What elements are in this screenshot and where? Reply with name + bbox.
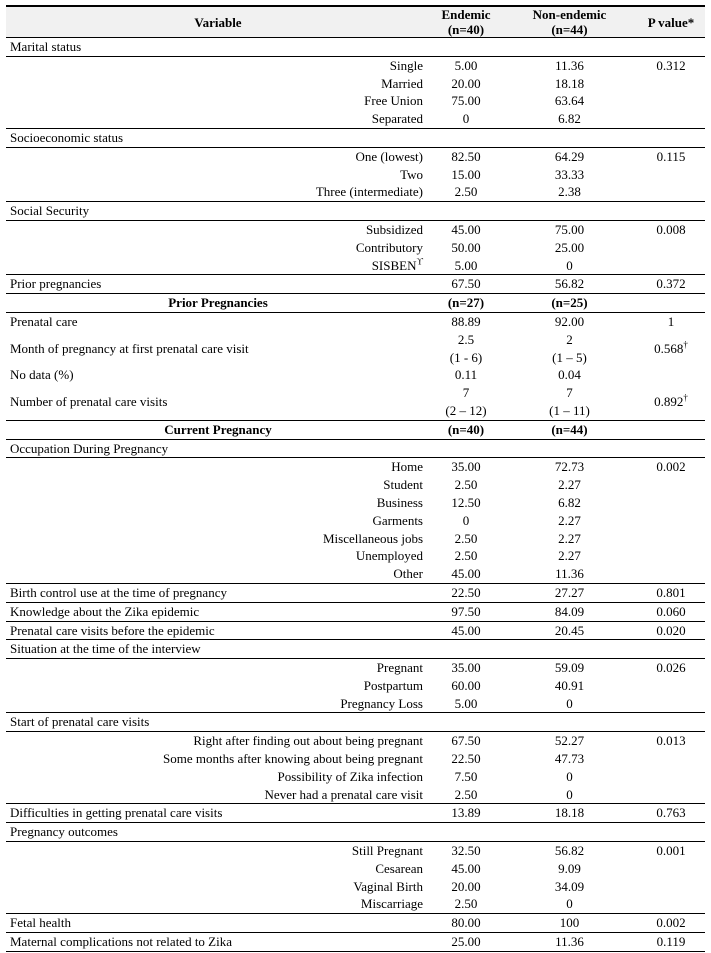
row-label: Miscellaneous jobs [322, 530, 423, 546]
pvalue-superscript: † [683, 392, 688, 403]
table-row [6, 768, 705, 786]
pvalue-value [637, 750, 705, 768]
pvalue-value [637, 860, 705, 878]
pvalue-value [637, 75, 705, 93]
section-label: Marital status [6, 38, 705, 57]
pvalue-value: 0.119 [637, 933, 705, 952]
row-label: Student [383, 477, 423, 493]
pvalue-value: 0.115 [656, 148, 686, 164]
section-row [6, 128, 705, 147]
nonendemic-value: 59.09 [554, 660, 585, 676]
nonendemic-value: 2.38 [558, 184, 581, 200]
row-label: Some months after knowing about being pregnant [163, 751, 423, 767]
table-row [6, 166, 705, 184]
value-line: 7 [566, 385, 573, 401]
table-row [6, 312, 705, 330]
table-row [6, 183, 705, 201]
row-label: Garments [372, 512, 423, 528]
nonendemic-value: 33.33 [554, 166, 585, 182]
endemic-value: 7.50 [454, 768, 478, 784]
column-header-variable: Variable [6, 6, 430, 38]
statistics-table [6, 5, 705, 952]
nonendemic-value: 0 [566, 257, 573, 273]
value-line: (1 – 11) [549, 402, 590, 418]
section-label: Socioeconomic status [6, 128, 705, 147]
pvalue-value: 0.002 [656, 459, 686, 475]
endemic-value: 20.00 [451, 878, 481, 894]
table-row [6, 621, 705, 640]
endemic-value: 45.00 [451, 566, 481, 582]
value-line: (1 - 6) [449, 349, 483, 365]
table-row [6, 659, 705, 677]
row-label: Married [381, 75, 423, 91]
table-row [6, 677, 705, 695]
endemic-value: (n=27) [430, 294, 502, 313]
nonendemic-value [502, 384, 637, 420]
endemic-value: 67.50 [430, 275, 502, 294]
table-row [6, 331, 705, 367]
nonendemic-value: 92.00 [554, 313, 585, 329]
row-label: Miscarriage [360, 896, 423, 912]
row-label: Other [393, 566, 423, 582]
subheader-row [6, 294, 705, 313]
pvalue-value [637, 530, 705, 548]
row-label: Cesarean [375, 860, 423, 876]
nonendemic-value: 18.18 [502, 804, 637, 823]
pvalue-value: 0.763 [637, 804, 705, 823]
nonendemic-value: 56.82 [502, 275, 637, 294]
endemic-value: 2.50 [454, 530, 478, 546]
endemic-value: 15.00 [451, 166, 481, 182]
pvalue-value: 0.372 [637, 275, 705, 294]
nonendemic-header-n: (n=44) [551, 22, 588, 37]
endemic-value [430, 384, 502, 420]
endemic-header-line1: Endemic [441, 7, 491, 22]
nonendemic-value: 34.09 [554, 878, 585, 894]
subheader-row [6, 420, 705, 439]
label-superscript: ϒ [416, 256, 423, 267]
endemic-value: 20.00 [451, 75, 481, 91]
value-line: (1 – 5) [552, 349, 587, 365]
nonendemic-value: 18.18 [554, 75, 585, 91]
nonendemic-value: 11.36 [555, 566, 584, 582]
row-label: Subsidized [365, 221, 423, 237]
row-label: Possibility of Zika infection [277, 768, 423, 784]
nonendemic-value: 0.04 [558, 367, 581, 383]
pvalue-value [637, 565, 705, 583]
nonendemic-header-line1: Non-endemic [532, 7, 607, 22]
row-label: Maternal complications not related to Zika [6, 933, 430, 952]
table-row [6, 842, 705, 860]
section-row [6, 823, 705, 842]
nonendemic-value: 72.73 [554, 459, 585, 475]
nonendemic-value: 6.82 [558, 111, 581, 127]
endemic-value: 25.00 [430, 933, 502, 952]
pvalue-value [637, 110, 705, 128]
pvalue-value [637, 366, 705, 384]
pvalue-value [637, 494, 705, 512]
nonendemic-value: 9.09 [558, 860, 581, 876]
nonendemic-value: 2.27 [558, 512, 581, 528]
nonendemic-value: 40.91 [554, 677, 585, 693]
column-header-nonendemic [502, 6, 637, 38]
endemic-value: 2.50 [454, 786, 478, 802]
pvalue-value [637, 420, 705, 439]
pvalue-value: 0.801 [637, 583, 705, 602]
table-row [6, 239, 705, 257]
pvalue-value: 0.312 [656, 57, 686, 73]
endemic-value: 75.00 [451, 93, 481, 109]
pvalue-value: 1 [667, 313, 675, 329]
table-row [6, 56, 705, 74]
nonendemic-value [502, 331, 637, 367]
nonendemic-value: 100 [502, 914, 637, 933]
row-label: One (lowest) [355, 148, 423, 164]
row-label: Prior Pregnancies [6, 294, 430, 313]
table-row [6, 147, 705, 165]
endemic-value: 2.50 [454, 184, 478, 200]
pvalue-value [637, 166, 705, 184]
endemic-value: 97.50 [430, 602, 502, 621]
nonendemic-value: 56.82 [554, 843, 585, 859]
row-label: Still Pregnant [351, 843, 423, 859]
endemic-value: 22.50 [430, 583, 502, 602]
nonendemic-value: 2.27 [558, 530, 581, 546]
row-label: Contributory [355, 239, 423, 255]
endemic-value: 5.00 [454, 57, 478, 73]
pvalue-value [637, 895, 705, 913]
value-line: 2.5 [457, 331, 475, 347]
nonendemic-value: 47.73 [554, 751, 585, 767]
nonendemic-value: 64.29 [554, 148, 585, 164]
row-label: Month of pregnancy at first prenatal care visit [10, 340, 249, 356]
section-label: Start of prenatal care visits [6, 713, 705, 732]
value-line: 2 [566, 331, 573, 347]
endemic-value: 80.00 [430, 914, 502, 933]
table-body [6, 38, 705, 952]
nonendemic-value: 63.64 [554, 93, 585, 109]
row-label: Business [376, 494, 423, 510]
endemic-value: 82.50 [451, 148, 481, 164]
row-label: Fetal health [6, 914, 430, 933]
nonendemic-value: 6.82 [558, 494, 581, 510]
table-row [6, 750, 705, 768]
table-row [6, 933, 705, 952]
endemic-value: 0.11 [454, 367, 478, 383]
row-label: Free Union [364, 93, 423, 109]
section-row [6, 640, 705, 659]
column-header-endemic [430, 6, 502, 38]
pvalue-value: 0.013 [656, 733, 686, 749]
row-label: Three (intermediate) [315, 184, 423, 200]
row-label: Prior pregnancies [6, 275, 430, 294]
table-row [6, 512, 705, 530]
endemic-value: 13.89 [430, 804, 502, 823]
row-label: Two [400, 166, 423, 182]
row-label: $SISBEN^ϒ$ [371, 256, 423, 273]
endemic-value: 2.50 [454, 896, 478, 912]
table-row [6, 860, 705, 878]
nonendemic-value: 0 [566, 768, 573, 784]
endemic-value: 88.89 [451, 313, 481, 329]
table-row [6, 92, 705, 110]
row-label: Birth control use at the time of pregnancy [6, 583, 430, 602]
endemic-value: 0 [462, 111, 470, 127]
pvalue-value: 0.002 [637, 914, 705, 933]
section-label: Pregnancy outcomes [6, 823, 705, 842]
row-label: Prenatal care [10, 313, 78, 329]
table-row [6, 583, 705, 602]
endemic-value: (n=40) [430, 420, 502, 439]
endemic-value: 60.00 [451, 677, 481, 693]
pvalue-value [637, 476, 705, 494]
section-label: Situation at the time of the interview [6, 640, 705, 659]
row-label: Single [389, 57, 423, 73]
pvalue-superscript: † [683, 339, 688, 350]
table-row [6, 914, 705, 933]
table-row [6, 494, 705, 512]
nonendemic-value: 2.27 [558, 548, 581, 564]
row-label: Prenatal care visits before the epidemic [6, 621, 430, 640]
table-row [6, 476, 705, 494]
row-label: Current Pregnancy [6, 420, 430, 439]
row-label: Number of prenatal care visits [10, 394, 168, 410]
section-row [6, 439, 705, 458]
table-row [6, 366, 705, 384]
nonendemic-value: 0 [566, 786, 573, 802]
nonendemic-value: 2.27 [558, 477, 581, 493]
section-row [6, 202, 705, 221]
table-row [6, 384, 705, 420]
nonendemic-value: 20.45 [502, 621, 637, 640]
pvalue-value [637, 677, 705, 695]
section-row [6, 38, 705, 57]
nonendemic-value: (n=44) [502, 420, 637, 439]
nonendemic-value: (n=25) [502, 294, 637, 313]
table-row [6, 602, 705, 621]
nonendemic-value: 84.09 [502, 602, 637, 621]
table-row [6, 220, 705, 238]
pvalue-value: 0.008 [656, 221, 686, 237]
endemic-value: 22.50 [451, 751, 481, 767]
pvalue-value: 0.568† [654, 339, 688, 356]
pvalue-value: 0.001 [656, 843, 686, 859]
table-header [6, 6, 705, 38]
endemic-value: 35.00 [451, 660, 481, 676]
table-row [6, 275, 705, 294]
nonendemic-value: 25.00 [554, 239, 585, 255]
table-row [6, 565, 705, 583]
pvalue-value [637, 695, 705, 713]
pvalue-value [637, 547, 705, 565]
endemic-value: 32.50 [451, 843, 481, 859]
pvalue-value [637, 294, 705, 313]
endemic-value: 0 [462, 512, 470, 528]
row-label: No data (%) [10, 367, 74, 383]
row-label: Right after finding out about being pregnant [193, 733, 423, 749]
row-label: Difficulties in getting prenatal care visits [6, 804, 430, 823]
value-line: (2 – 12) [445, 402, 487, 418]
endemic-value: 35.00 [451, 459, 481, 475]
row-label: Knowledge about the Zika epidemic [6, 602, 430, 621]
nonendemic-value: 0 [566, 695, 573, 711]
pvalue-value [637, 786, 705, 804]
header-row [6, 6, 705, 38]
table-row [6, 786, 705, 804]
pvalue-value [637, 92, 705, 110]
table-row [6, 878, 705, 896]
endemic-header-n: (n=40) [447, 22, 485, 37]
pvalue-value [637, 878, 705, 896]
endemic-value: 5.00 [454, 257, 478, 273]
row-label: Pregnant [376, 660, 423, 676]
nonendemic-value: 75.00 [554, 221, 585, 237]
table-row [6, 547, 705, 565]
section-label: Social Security [6, 202, 705, 221]
endemic-value: 45.00 [451, 221, 481, 237]
table-row [6, 695, 705, 713]
nonendemic-value: 11.36 [502, 933, 637, 952]
nonendemic-value: 52.27 [554, 733, 585, 749]
row-label: Separated [371, 111, 423, 127]
row-label: Unemployed [355, 548, 423, 564]
nonendemic-value: 27.27 [502, 583, 637, 602]
table-row [6, 110, 705, 128]
row-label: Postpartum [363, 677, 423, 693]
table-row [6, 895, 705, 913]
pvalue-value [637, 257, 705, 275]
nonendemic-value: 0 [566, 896, 573, 912]
endemic-value: 2.50 [454, 477, 478, 493]
endemic-value: 50.00 [451, 239, 481, 255]
nonendemic-value: 11.36 [555, 57, 584, 73]
row-label: Never had a prenatal care visit [264, 786, 423, 802]
endemic-value [430, 331, 502, 367]
endemic-value: 45.00 [430, 621, 502, 640]
table-row [6, 732, 705, 750]
endemic-value: 5.00 [454, 695, 478, 711]
endemic-value: 67.50 [451, 733, 481, 749]
pvalue-value [637, 768, 705, 786]
table-row [6, 530, 705, 548]
row-label: Home [391, 459, 423, 475]
row-label: Vaginal Birth [353, 878, 423, 894]
column-header-pvalue: P value* [637, 6, 705, 38]
endemic-value: 2.50 [454, 548, 478, 564]
endemic-value: 45.00 [451, 860, 481, 876]
pvalue-value [637, 239, 705, 257]
value-line: 7 [462, 385, 470, 401]
table-row [6, 75, 705, 93]
pvalue-value [637, 183, 705, 201]
endemic-value: 12.50 [451, 494, 481, 510]
section-label: Occupation During Pregnancy [6, 439, 705, 458]
pvalue-value [637, 512, 705, 530]
pvalue-value: 0.892† [654, 392, 688, 410]
table-row [6, 458, 705, 476]
pvalue-value: 0.020 [637, 621, 705, 640]
pvalue-value: 0.026 [656, 660, 686, 676]
table-row [6, 257, 705, 275]
section-row [6, 713, 705, 732]
pvalue-value: 0.060 [637, 602, 705, 621]
row-label: Pregnancy Loss [340, 695, 423, 711]
table-row [6, 804, 705, 823]
